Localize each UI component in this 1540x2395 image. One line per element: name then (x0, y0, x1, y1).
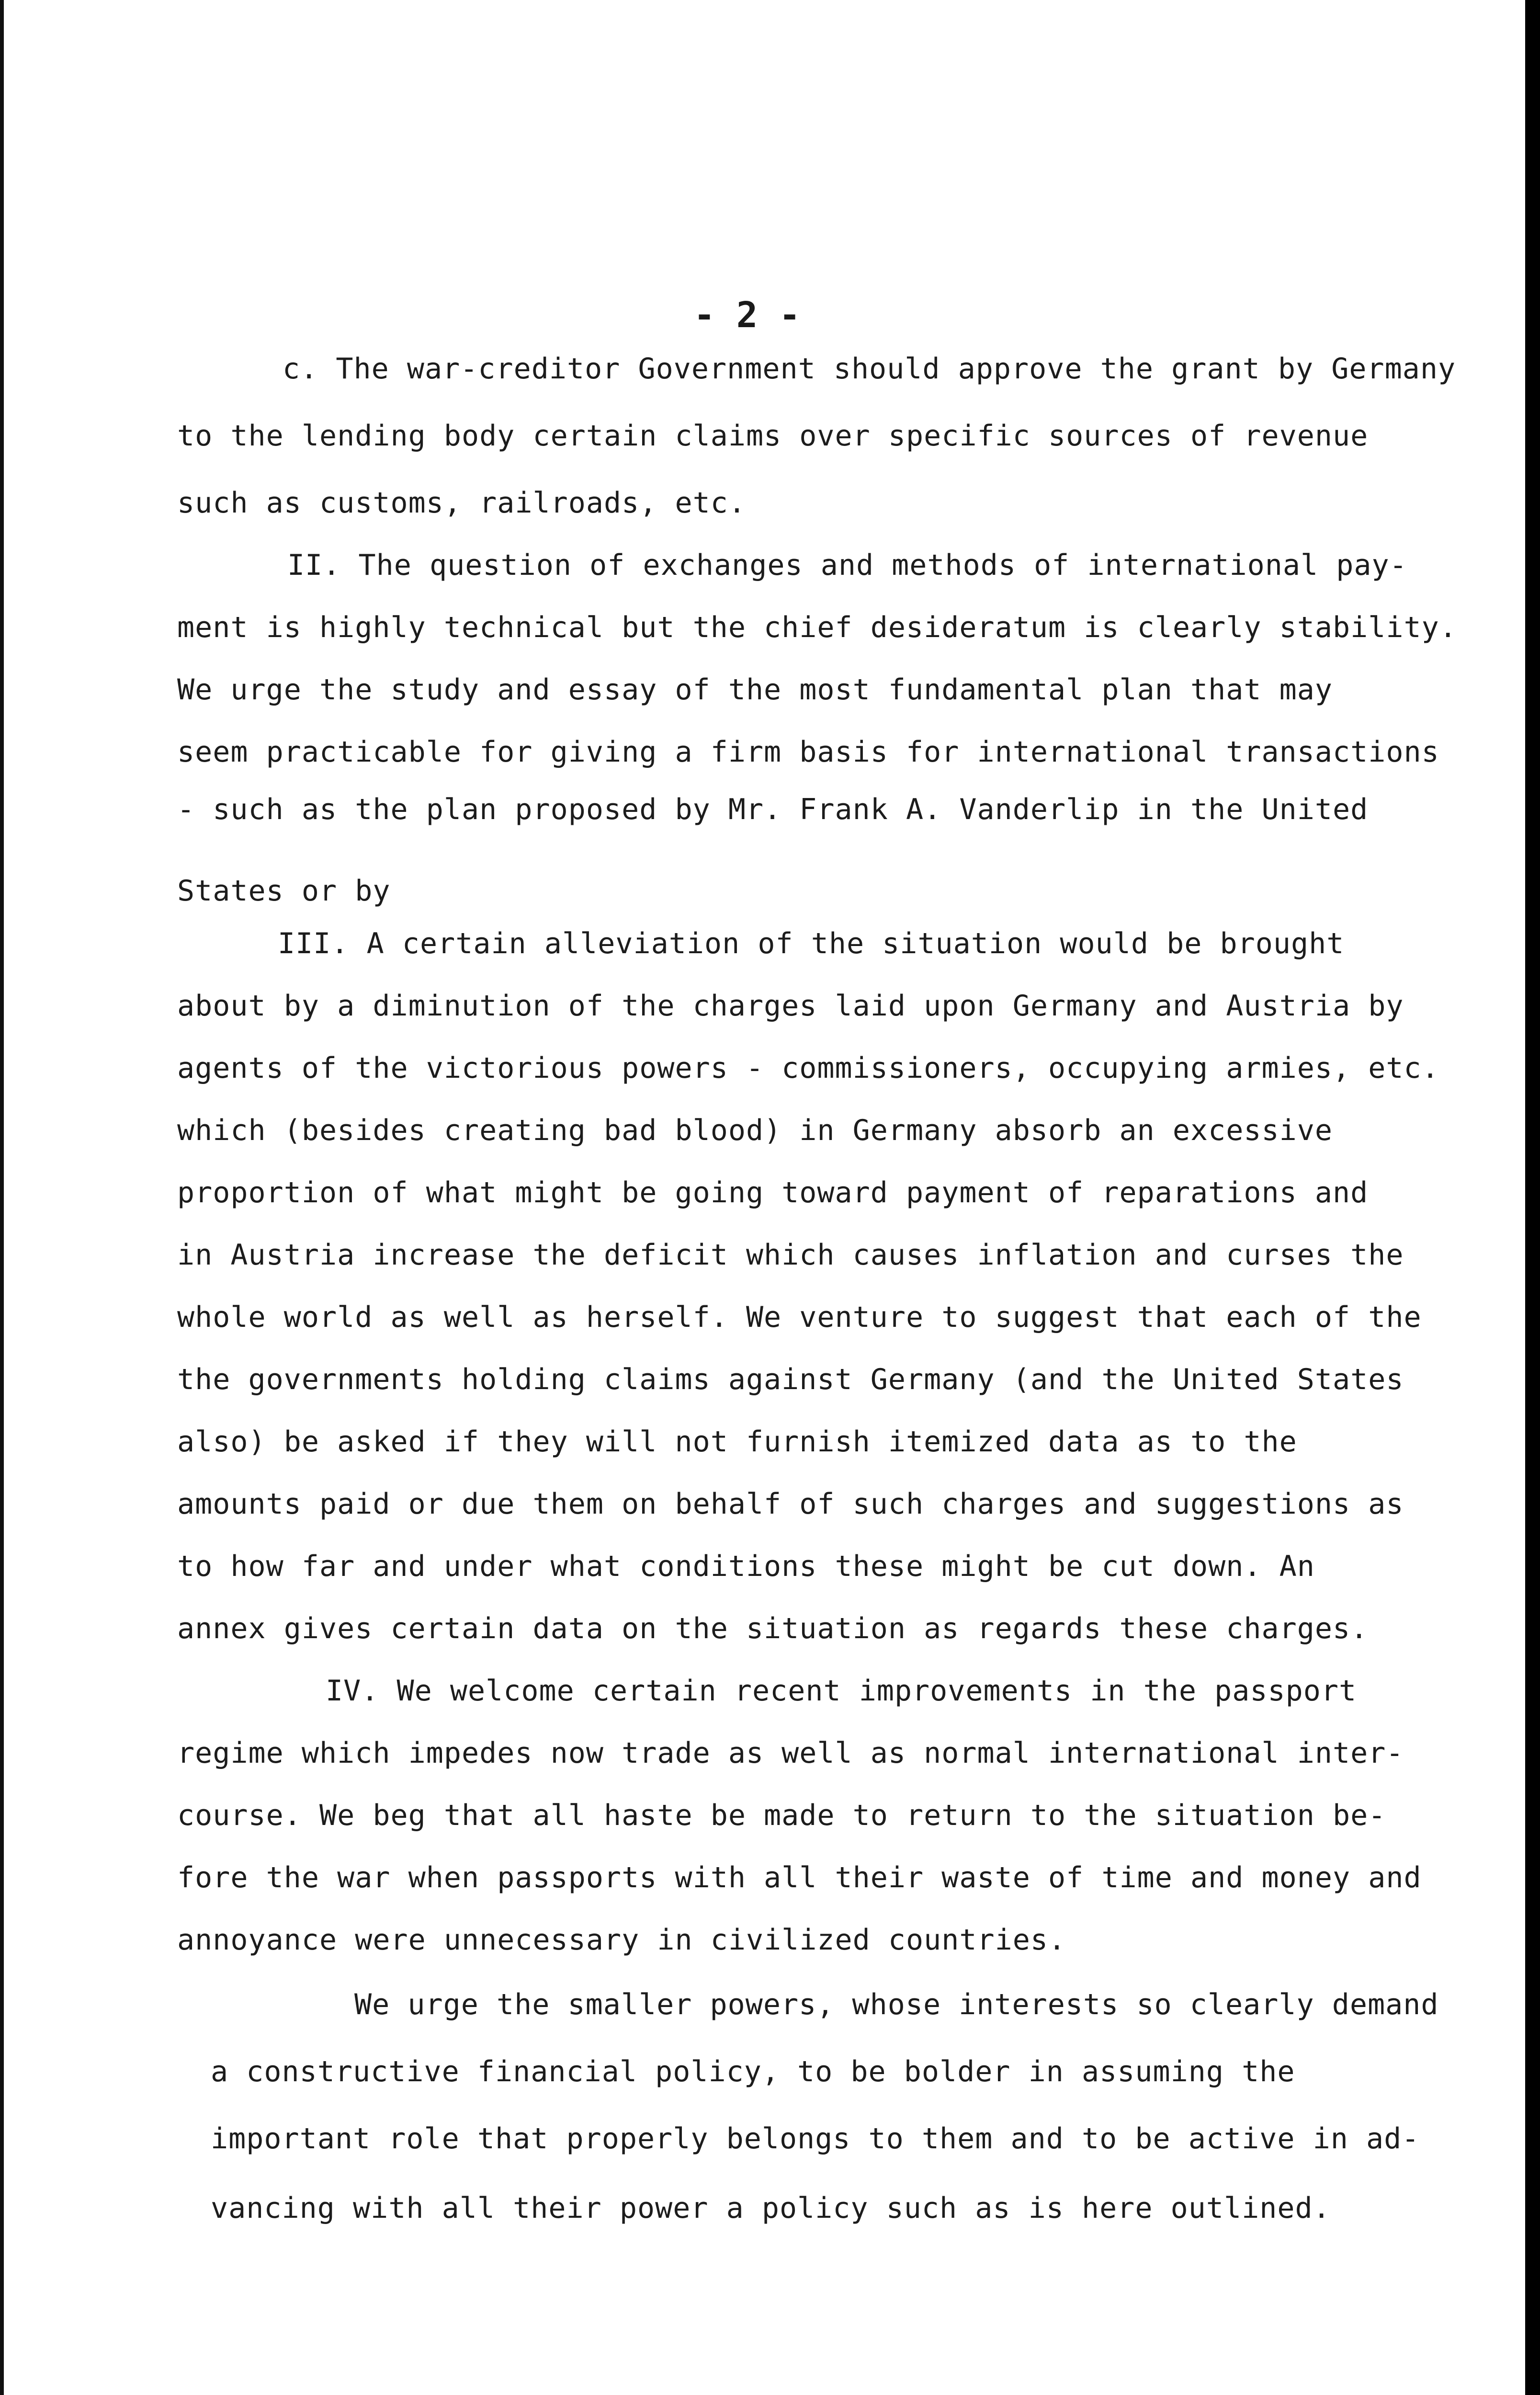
text-line-12: agents of the victorious powers - commissioners, occupying armies, etc. (177, 1051, 1439, 1085)
scan-edge-right (1525, 0, 1540, 2395)
text-line-28: a constructive financial policy, to be bolder in assuming the (211, 2055, 1295, 2088)
text-line-5: ment is highly technical but the chief desideratum is clearly stability. (177, 611, 1457, 644)
text-line-27: We urge the smaller powers, whose interests so clearly demand (354, 1988, 1439, 2021)
text-line-1: c. The war-creditor Government should approve the grant by Germany (283, 352, 1456, 386)
text-line-4: II. The question of exchanges and methods of international pay- (287, 548, 1407, 582)
text-line-19: amounts paid or due them on behalf of such charges and suggestions as (177, 1487, 1404, 1521)
scan-edge-left (0, 0, 4, 2395)
text-line-20: to how far and under what conditions these might be cut down. An (177, 1550, 1315, 1583)
text-line-26: annoyance were unnecessary in civilized countries. (177, 1923, 1066, 1957)
page-number: - 2 - (693, 295, 801, 336)
text-line-11: about by a diminution of the charges laid upon Germany and Austria by (177, 989, 1404, 1023)
text-line-22: IV. We welcome certain recent improvements in the passport (326, 1674, 1357, 1708)
text-line-30: vancing with all their power a policy such as is here outlined. (211, 2191, 1331, 2225)
text-line-8: - such as the plan proposed by Mr. Frank A. Vanderlip in the United (177, 793, 1369, 826)
text-line-17: the governments holding claims against Germany (and the United States (177, 1363, 1404, 1396)
text-line-18: also) be asked if they will not furnish itemized data as to the (177, 1425, 1297, 1459)
text-line-24: course. We beg that all haste be made to return to the situation be- (177, 1799, 1386, 1832)
text-line-10: III. A certain alleviation of the situation would be brought (278, 927, 1345, 960)
text-line-15: in Austria increase the deficit which causes inflation and curses the (177, 1238, 1404, 1272)
text-line-25: fore the war when passports with all their waste of time and money and (177, 1861, 1422, 1894)
text-line-7: seem practicable for giving a firm basis for international transactions (177, 735, 1439, 769)
text-line-3: such as customs, railroads, etc. (177, 486, 746, 520)
text-line-23: regime which impedes now trade as well as normal international inter- (177, 1736, 1404, 1770)
text-line-6: We urge the study and essay of the most fundamental plan that may (177, 673, 1333, 707)
text-line-2: to the lending body certain claims over specific sources of revenue (177, 419, 1369, 453)
text-line-13: which (besides creating bad blood) in Germany absorb an excessive (177, 1114, 1333, 1147)
text-line-14: proportion of what might be going toward payment of reparations and (177, 1176, 1369, 1209)
text-line-29: important role that properly belongs to them and to be active in ad- (211, 2122, 1420, 2156)
text-line-16: whole world as well as herself. We venture to suggest that each of the (177, 1300, 1422, 1334)
text-line-9: States or by (177, 874, 391, 908)
text-line-21: annex gives certain data on the situation as regards these charges. (177, 1612, 1369, 1645)
